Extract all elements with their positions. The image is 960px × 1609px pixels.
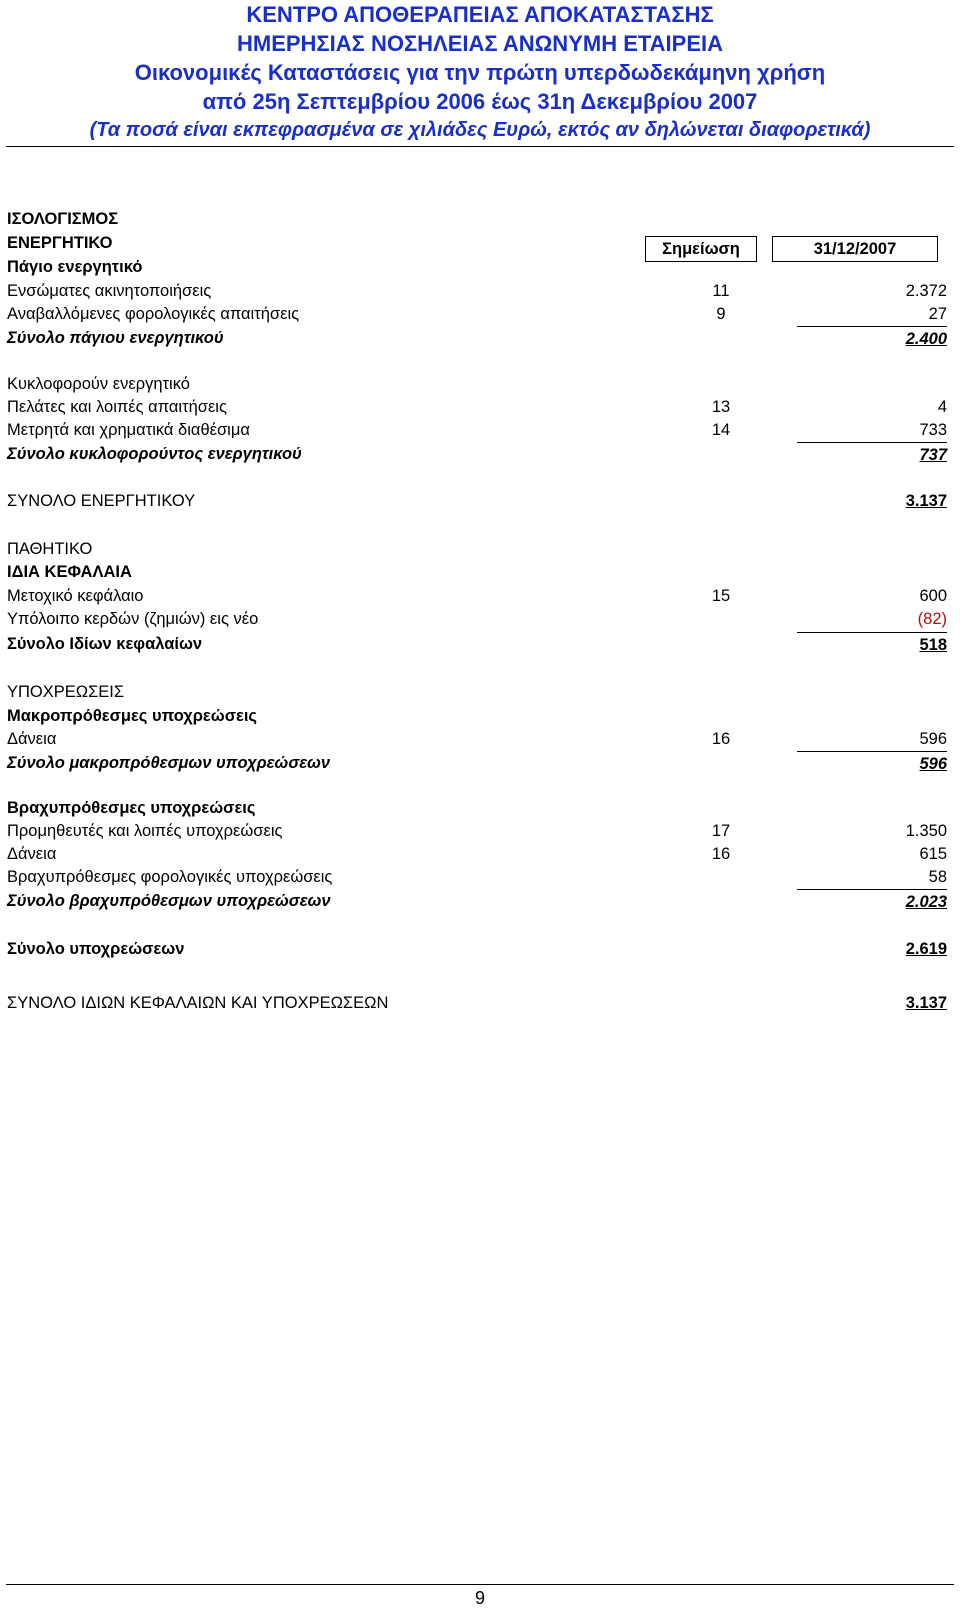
- row-amount: 2.023: [797, 889, 947, 914]
- total-row: [7, 489, 947, 513]
- row-label: Προμηθευτές και λοιπές υποχρεώσεις: [7, 822, 283, 840]
- row-label: Σύνολο μακροπρόθεσμων υποχρεώσεων: [7, 754, 331, 772]
- row-label: Υπόλοιπο κερδών (ζημιών) εις νέο: [7, 610, 259, 628]
- row-label: ΣΥΝΟΛΟ ΕΝΕΡΓΗΤΙΚΟΥ: [7, 492, 196, 510]
- row-amount: (82): [917, 610, 947, 628]
- long-term-title: Μακροπρόθεσμες υποχρεώσεις: [7, 707, 257, 725]
- row-label: Δάνεια: [7, 730, 57, 748]
- row-label: Σύνολο πάγιου ενεργητικού: [7, 329, 224, 347]
- grand-total-row: [7, 991, 947, 1015]
- section-title: [7, 231, 947, 255]
- row-label: Βραχυπρόθεσμες φορολογικές υποχρεώσεις: [7, 868, 333, 886]
- row-amount: 600: [919, 587, 947, 605]
- table-row: [7, 819, 947, 843]
- row-amount: 3.137: [905, 994, 947, 1012]
- table-row: [7, 607, 947, 631]
- table-row: [7, 584, 947, 608]
- section-title: [7, 255, 947, 279]
- row-amount: 1.350: [905, 822, 947, 840]
- date-column-header: 31/12/2007: [772, 236, 938, 262]
- subtotal-row: [7, 442, 947, 466]
- short-term-title: Βραχυπρόθεσμες υποχρεώσεις: [7, 799, 256, 817]
- page-number: 9: [474, 1588, 485, 1608]
- row-label: Σύνολο κυκλοφορούντος ενεργητικού: [7, 445, 302, 463]
- row-label: Σύνολο υποχρεώσεων: [7, 940, 185, 958]
- row-amount: 2.400: [797, 326, 947, 351]
- liabilities-title: ΠΑΘΗΤΙΚΟ: [7, 540, 93, 558]
- report-title: Οικονομικές Καταστάσεις για την πρώτη υπερδωδεκάμηνη χρήση: [134, 60, 826, 85]
- row-label: Μετοχικό κεφάλαιο: [7, 587, 144, 605]
- balance-sheet-title: ΙΣΟΛΟΓΙΣΜΟΣ: [7, 210, 119, 228]
- obligations-title: ΥΠΟΧΡΕΩΣΕΙΣ: [7, 683, 125, 701]
- subtotal-row: [7, 889, 947, 913]
- table-row: [7, 279, 947, 303]
- company-name-line1: ΚΕΝΤΡΟ ΑΠΟΘΕΡΑΠΕΙΑΣ ΑΠΟΚΑΤΑΣΤΑΣΗΣ: [246, 2, 714, 27]
- subtotal-row: [7, 326, 947, 350]
- header-divider: [6, 146, 954, 147]
- row-label: Σύνολο βραχυπρόθεσμων υποχρεώσεων: [7, 892, 331, 910]
- footer-divider: [6, 1584, 954, 1585]
- current-assets-title: Κυκλοφορούν ενεργητικό: [7, 375, 190, 393]
- subtotal-row: [7, 751, 947, 775]
- row-label: Αναβαλλόμενες φορολογικές απαιτήσεις: [7, 305, 300, 323]
- row-label: Μετρητά και χρηματικά διαθέσιμα: [7, 421, 250, 439]
- table-row: [7, 727, 947, 751]
- section-title: [7, 537, 947, 561]
- row-amount: 2.372: [905, 282, 947, 300]
- row-amount: 4: [937, 398, 947, 416]
- row-amount: 596: [797, 751, 947, 776]
- row-note: 14: [711, 421, 731, 439]
- section-title: [7, 704, 947, 728]
- row-label: Πελάτες και λοιπές απαιτήσεις: [7, 398, 227, 416]
- company-name-line2: ΗΜΕΡΗΣΙΑΣ ΝΟΣΗΛΕΙΑΣ ΑΝΩΝΥΜΗ ΕΤΑΙΡΕΙΑ: [236, 31, 724, 56]
- row-amount: 733: [919, 421, 947, 439]
- table-row: [7, 395, 947, 419]
- section-title: [7, 680, 947, 704]
- section-title: [7, 560, 947, 584]
- section-title: [7, 796, 947, 820]
- row-label: Δάνεια: [7, 845, 57, 863]
- row-amount: 58: [928, 868, 947, 886]
- row-amount: 615: [919, 845, 947, 863]
- row-note: 17: [711, 822, 731, 840]
- row-amount: 27: [928, 305, 947, 323]
- currency-note: (Τα ποσά είναι εκπεφρασμένα σε χιλιάδες Ευρώ, εκτός αν δηλώνεται διαφορετικά): [89, 119, 871, 141]
- row-note: 15: [711, 587, 731, 605]
- row-note: 13: [711, 398, 731, 416]
- row-amount: 3.137: [905, 492, 947, 510]
- row-amount: 596: [919, 730, 947, 748]
- row-note: 9: [716, 305, 726, 323]
- section-title: [7, 372, 947, 396]
- fixed-assets-title: Πάγιο ενεργητικό: [7, 258, 143, 276]
- total-row: [7, 937, 947, 961]
- row-label: Σύνολο Ιδίων κεφαλαίων: [7, 635, 203, 653]
- equity-title: ΙΔΙΑ ΚΕΦΑΛΑΙΑ: [7, 563, 132, 581]
- section-title: [7, 207, 947, 231]
- table-row: [7, 865, 947, 889]
- note-column-header: Σημείωση: [645, 236, 757, 262]
- row-label: ΣΥΝΟΛΟ ΙΔΙΩΝ ΚΕΦΑΛΑΙΩΝ ΚΑΙ ΥΠΟΧΡΕΩΣΕΩΝ: [7, 994, 389, 1012]
- report-period: από 25η Σεπτεμβρίου 2006 έως 31η Δεκεμβρίου 2007: [202, 89, 758, 114]
- row-label: Ενσώματες ακινητοποιήσεις: [7, 282, 212, 300]
- row-amount: 2.619: [905, 940, 947, 958]
- row-note: 11: [712, 282, 730, 300]
- row-note: 16: [711, 845, 731, 863]
- table-row: [7, 418, 947, 442]
- subtotal-row: [7, 632, 947, 656]
- table-row: [7, 302, 947, 326]
- assets-title: ΕΝΕΡΓΗΤΙΚΟ: [7, 234, 113, 252]
- report-header: [0, 0, 960, 145]
- row-amount: 737: [797, 442, 947, 467]
- row-amount: 518: [797, 632, 947, 657]
- table-row: [7, 842, 947, 866]
- row-note: 16: [711, 730, 731, 748]
